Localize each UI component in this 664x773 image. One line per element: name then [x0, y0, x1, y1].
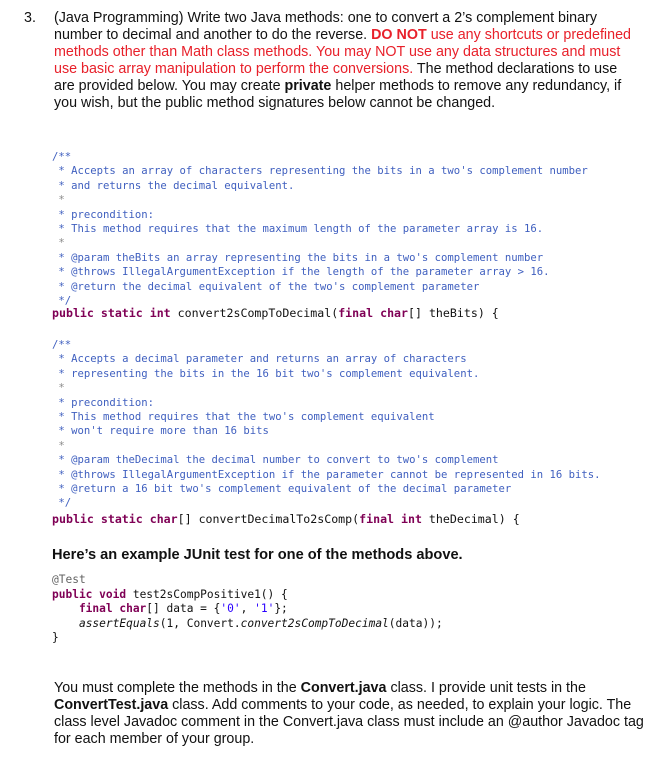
restriction-text: use any shortcuts or predefined methods other than Math class methods. You may NOT use any data structures and must use basic array manipulation to perform the conversions.: [54, 27, 631, 77]
convert-test-java-name: ConvertTest.java: [54, 697, 169, 713]
question-number: 3.: [24, 10, 36, 26]
method1-signature: public static int convert2sCompToDecimal(final char[] theBits) {: [52, 306, 499, 320]
method2-signature: public static char[] convertDecimalTo2sComp(final int theDecimal) {: [52, 512, 520, 526]
do-not-emphasis: DO NOT: [371, 27, 427, 43]
method2-javadoc: /** * Accepts a decimal parameter and returns an array of characters * representing the bits in the 16 bit two's complement equivalent. * * precondition: * This method requires that the two's complement equivalent * won't require more than 16 bits * * @param theDecimal the decimal number to convert to two's complement * @throws IllegalArgumentException if the parameter cannot be represented in 16 bits. * @return a 16 bit two's complement equivalent of the decimal parameter */: [52, 339, 601, 510]
closing-paragraph: You must complete the methods in the Convert.java class. I provide unit tests in the ConvertTest.java class. Add comments to your code, as needed, to explain your logic. The class level Javadoc comment in the Convert.java class must include an @author Javadoc tag for each member of your group.: [54, 680, 644, 747]
convert-java-name: Convert.java: [300, 680, 387, 696]
example-heading: Here’s an example JUnit test for one of the methods above.: [52, 547, 463, 563]
private-keyword: private: [284, 78, 332, 94]
question-text: [54, 10, 640, 112]
question-middle: The method declarations to use are provided below. You may create: [54, 61, 618, 94]
question-end: helper methods to remove any redundancy, if you wish, but the public method signatures below cannot be changed.: [54, 78, 622, 111]
method1-javadoc: /** * Accepts an array of characters representing the bits in a two's complement number * and returns the decimal equivalent. * * precondition: * This method requires that the maximum length of the parameter array is 16. * * @param theBits an array representing the bits in a two's complement number * @throws IllegalArgumentException if the length of the parameter array > 16. * @return the decimal equivalent of the two's complement parameter */: [52, 151, 588, 308]
question-intro: (Java Programming) Write two Java methods: one to convert a 2’s complement binary number to decimal and another to do the reverse.: [54, 10, 597, 43]
junit-example: @Test public void test2sCompPositive1() { final char[] data = {'0', '1'}; assertEquals(1, Convert.convert2sCompToDecimal(data)); }: [52, 573, 443, 645]
question-block: [24, 10, 640, 112]
